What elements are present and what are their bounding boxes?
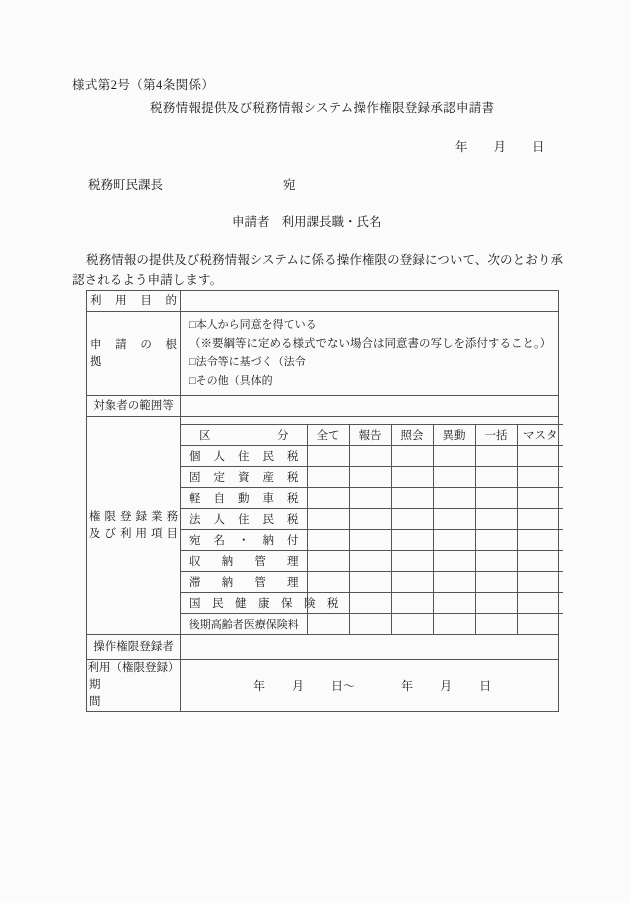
permission-cell-master[interactable] [517,551,563,572]
field-operator[interactable] [181,635,559,660]
header-date-line [455,137,545,155]
period-end-day: 日 [479,679,492,693]
permission-cell-master[interactable] [517,446,563,467]
permission-row-name: 後期高齢者医療保険料 [181,614,307,635]
permission-row-name: 個 人 住 民 税 [181,446,307,467]
addressee-line [88,175,296,193]
permission-cell-change[interactable] [433,530,475,551]
period-date-range [181,674,558,697]
label-grounds-text: 申 請 の 根 拠 [90,338,189,368]
permission-cell-report[interactable] [349,551,391,572]
permission-cell-inquiry[interactable] [391,614,433,635]
permission-cell-batch[interactable] [475,614,517,635]
field-scope[interactable] [181,396,559,417]
permission-cell-all[interactable] [307,530,349,551]
permission-cell-batch[interactable] [475,488,517,509]
table-row [181,551,563,572]
permissions-col-kubun: 区 分 [181,425,307,446]
permission-cell-change[interactable] [433,488,475,509]
permission-row-name: 収 納 管 理 [181,551,307,572]
permissions-col-report: 報告 [349,425,391,446]
addressee-suffix: 宛 [283,178,296,192]
label-scope-text: 対象者の範囲等 [93,399,174,412]
permission-cell-all[interactable] [307,509,349,530]
permissions-col-master: マスタ [517,425,563,446]
permission-cell-inquiry[interactable] [391,593,433,614]
permission-cell-all[interactable] [307,614,349,635]
permission-cell-master[interactable] [517,509,563,530]
period-start-year: 年 [253,679,266,693]
label-permissions [87,417,181,635]
permission-cell-report[interactable] [349,593,391,614]
permission-cell-report[interactable] [349,572,391,593]
permission-cell-master[interactable] [517,530,563,551]
applicant-label: 申請者 [232,215,270,229]
permission-cell-batch[interactable] [475,551,517,572]
grounds-option-consent[interactable]: □本人から同意を得ている [189,319,317,331]
permission-cell-inquiry[interactable] [391,572,433,593]
permission-row-name: 法 人 住 民 税 [181,509,307,530]
permission-cell-master[interactable] [517,488,563,509]
permission-cell-report[interactable] [349,488,391,509]
table-row [181,614,563,635]
permission-cell-inquiry[interactable] [391,488,433,509]
label-period-line1: 利用（権限登録） [87,662,180,674]
permission-cell-all[interactable] [307,488,349,509]
header-date-year: 年 [455,140,468,154]
addressee-recipient: 税務町民課長 [88,178,164,192]
permissions-col-inquiry: 照会 [391,425,433,446]
permission-cell-all[interactable] [307,467,349,488]
label-operator-text: 操作権限登録者 [93,640,174,653]
document-title: 税務情報提供及び税務情報システム操作権限登録承認申請書 [150,101,495,115]
label-period [87,660,181,712]
permission-cell-inquiry[interactable] [391,551,433,572]
permission-cell-change[interactable] [433,446,475,467]
permission-cell-all[interactable] [307,446,349,467]
label-purpose [87,291,181,312]
label-permissions-line2: 及び利用項目 [89,527,178,540]
permission-cell-master[interactable] [517,614,563,635]
permission-cell-report[interactable] [349,446,391,467]
table-row [181,572,563,593]
permissions-grid [181,417,563,634]
table-row [181,488,563,509]
permission-cell-report[interactable] [349,614,391,635]
permission-cell-change[interactable] [433,593,475,614]
table-row-period [87,660,559,712]
field-purpose[interactable] [181,291,559,312]
permission-cell-inquiry[interactable] [391,446,433,467]
permission-cell-inquiry[interactable] [391,467,433,488]
permission-cell-master[interactable] [517,467,563,488]
label-operator [87,635,181,660]
table-row [181,446,563,467]
permission-cell-master[interactable] [517,572,563,593]
permissions-col-batch: 一括 [475,425,517,446]
permission-row-name: 国 民 健 康 保 険 税 [181,593,307,614]
period-start-month: 月 [292,679,305,693]
grounds-option-law[interactable]: □法令等に基づく（法令 [189,356,306,368]
permission-cell-report[interactable] [349,467,391,488]
label-purpose-text: 利 用 目 的 [90,294,177,307]
header-date-day: 日 [532,140,545,154]
permission-row-name: 宛 名 ・ 納 付 [181,530,307,551]
form-number: 様式第2号（第4条関係） [72,78,215,92]
permission-cell-all[interactable] [307,572,349,593]
label-period-line2: 期 間 [89,679,170,708]
applicant-value: 利用課長職・氏名 [281,215,382,229]
table-row [181,593,563,614]
permission-cell-batch[interactable] [475,446,517,467]
permission-cell-batch[interactable] [475,572,517,593]
header-date-month: 月 [493,140,507,154]
permission-cell-batch[interactable] [475,467,517,488]
applicant-line [232,212,382,230]
table-row-scope [87,396,559,417]
permission-row-name: 軽 自 動 車 税 [181,488,307,509]
table-row [181,509,563,530]
permissions-grid-container [181,417,559,635]
table-row [181,530,563,551]
period-start-day: 日〜 [331,679,356,693]
grounds-option-list [181,312,558,395]
permission-cell-report[interactable] [349,530,391,551]
permission-cell-change[interactable] [433,572,475,593]
permission-cell-change[interactable] [433,467,475,488]
grounds-option-other[interactable]: □その他（具体的 [189,374,273,387]
permission-cell-inquiry[interactable] [391,530,433,551]
permission-cell-batch[interactable] [475,593,517,614]
permission-row-name: 滞 納 管 理 [181,572,307,593]
table-row-operator [87,635,559,660]
permission-cell-change[interactable] [433,551,475,572]
field-grounds [181,312,559,396]
permission-cell-change[interactable] [433,509,475,530]
permission-cell-change[interactable] [433,614,475,635]
permissions-header-row [181,425,563,446]
table-row-purpose [87,291,559,312]
label-permissions-line1: 権限登録業務 [89,510,178,523]
permission-cell-report[interactable] [349,509,391,530]
table-row-grounds [87,312,559,396]
permission-cell-batch[interactable] [475,530,517,551]
grounds-note: （※要綱等に定める様式でない場合は同意書の写しを添付すること。） [189,337,552,350]
body-paragraph: 税務情報の提供及び税務情報システムに係る操作権限の登録について、次のとおり承認されるよう申請します。 [72,253,564,287]
table-row [181,467,563,488]
table-row-permissions [87,417,559,635]
field-period[interactable] [181,660,559,712]
permissions-col-all: 全て [307,425,349,446]
period-end-month: 月 [440,679,453,693]
period-end-year: 年 [401,679,414,693]
permission-cell-batch[interactable] [475,509,517,530]
permissions-top-spacer [181,417,563,425]
permission-cell-master[interactable] [517,593,563,614]
label-scope [87,396,181,417]
label-grounds [87,312,189,396]
permission-cell-inquiry[interactable] [391,509,433,530]
permission-cell-all[interactable] [307,551,349,572]
application-table [86,290,559,712]
permission-row-name: 固 定 資 産 税 [181,467,307,488]
permissions-col-change: 異動 [433,425,475,446]
